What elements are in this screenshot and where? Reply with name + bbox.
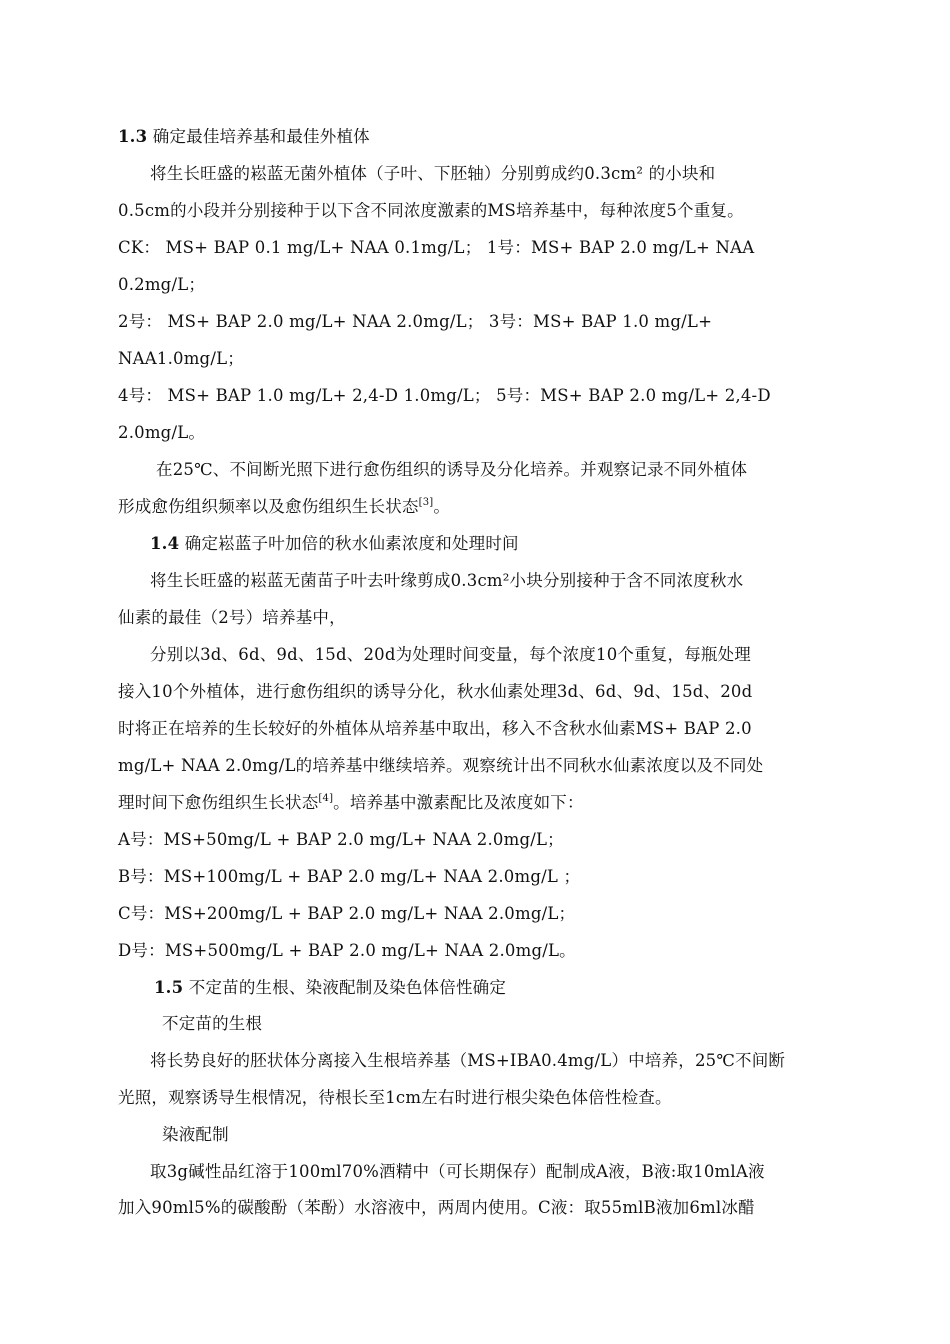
line-text-tail: 。培养基中激素配比及浓度如下： bbox=[333, 793, 584, 812]
line-text: 时将正在培养的生长较好的外植体从培养基中取出，移入不含秋水仙素MS+ BAP 2.0 bbox=[118, 719, 752, 738]
line-text: 将长势良好的胚状体分离接入生根培养基（MS+IBA0.4mg/L）中培养，25℃不间断 bbox=[150, 1051, 786, 1070]
text-line bbox=[150, 163, 715, 185]
text-line bbox=[118, 422, 205, 444]
line-text: A号：MS+50mg/L + BAP 2.0 mg/L+ NAA 2.0mg/L； bbox=[118, 830, 564, 849]
section-title: 确定最佳培养基和最佳外植体 bbox=[147, 127, 370, 146]
text-line bbox=[150, 1050, 785, 1072]
text-line bbox=[118, 681, 752, 703]
line-text: 将生长旺盛的崧蓝无菌苗子叶去叶缘剪成0.3cm²小块分别接种于含不同浓度秋水 bbox=[150, 571, 744, 590]
line-text: B号：MS+100mg/L + BAP 2.0 mg/L+ NAA 2.0mg/L ； bbox=[118, 867, 581, 886]
text-line bbox=[150, 533, 519, 555]
line-text: NAA1.0mg/L； bbox=[118, 349, 244, 368]
text-line bbox=[150, 570, 743, 592]
text-line bbox=[118, 1197, 755, 1219]
text-line bbox=[118, 1087, 672, 1109]
text-line bbox=[118, 200, 744, 222]
section-title: 确定崧蓝子叶加倍的秋水仙素浓度和处理时间 bbox=[179, 534, 519, 553]
section-number: 1.5 bbox=[154, 978, 184, 997]
line-text: D号：MS+500mg/L + BAP 2.0 mg/L+ NAA 2.0mg/L。 bbox=[118, 941, 576, 960]
text-line bbox=[118, 866, 580, 888]
line-text: 仙素的最佳（2号）培养基中， bbox=[118, 608, 346, 627]
text-line bbox=[118, 607, 346, 629]
line-text: 在25℃、不间断光照下进行愈伤组织的诱导及分化培养。并观察记录不同外植体 bbox=[156, 460, 748, 479]
line-text: 取3g碱性品红溶于100ml70%酒精中（可长期保存）配制成A液，B液:取10mlA液 bbox=[150, 1162, 765, 1181]
text-line bbox=[150, 644, 751, 666]
section-number: 1.3 bbox=[118, 127, 148, 146]
text-line bbox=[118, 237, 754, 259]
line-text: 2.0mg/L。 bbox=[118, 423, 206, 442]
text-line bbox=[162, 1124, 229, 1146]
line-text: 染液配制 bbox=[162, 1125, 229, 1144]
section-title: 不定苗的生根、染液配制及染色体倍性确定 bbox=[183, 978, 507, 997]
text-line bbox=[118, 718, 752, 740]
text-line bbox=[118, 274, 205, 296]
line-text: 将生长旺盛的崧蓝无菌外植体（子叶、下胚轴）分别剪成约0.3cm² 的小块和 bbox=[150, 164, 716, 183]
text-line bbox=[118, 348, 244, 370]
line-text: 加入90ml5%的碳酸酚（苯酚）水溶液中，两周内使用。C液：取55mlB液加6ml冰醋 bbox=[118, 1198, 755, 1217]
text-line bbox=[118, 755, 763, 777]
text-line bbox=[118, 496, 450, 518]
line-text: CK： MS+ BAP 0.1 mg/L+ NAA 0.1mg/L； 1号：MS+ BAP 2.0 mg/L+ NAA bbox=[118, 238, 755, 257]
text-line bbox=[118, 126, 370, 148]
text-line bbox=[118, 903, 575, 925]
line-text: 0.5cm的小段并分别接种于以下含不同浓度激素的MS培养基中，每种浓度5个重复。 bbox=[118, 201, 744, 220]
line-text: 不定苗的生根 bbox=[162, 1014, 263, 1033]
line-text: mg/L+ NAA 2.0mg/L的培养基中继续培养。观察统计出不同秋水仙素浓度以及不同处 bbox=[118, 756, 764, 775]
citation-ref: [3] bbox=[418, 497, 434, 508]
citation-ref: [4] bbox=[318, 793, 334, 804]
text-line bbox=[162, 1013, 262, 1035]
line-text: 形成愈伤组织频率以及愈伤组织生长状态 bbox=[118, 497, 419, 516]
section-number: 1.4 bbox=[150, 534, 180, 553]
line-text: 分别以3d、6d、9d、15d、20d为处理时间变量，每个浓度10个重复，每瓶处理 bbox=[150, 645, 751, 664]
line-text: 光照，观察诱导生根情况，待根长至1cm左右时进行根尖染色体倍性检查。 bbox=[118, 1088, 672, 1107]
line-text-tail: 。 bbox=[433, 497, 451, 516]
line-text: 接入10个外植体，进行愈伤组织的诱导分化，秋水仙素处理3d、6d、9d、15d、20d bbox=[118, 682, 753, 701]
text-line bbox=[118, 311, 712, 333]
line-text: 2号： MS+ BAP 2.0 mg/L+ NAA 2.0mg/L； 3号：MS+ BAP 1.0 mg/L+ bbox=[118, 312, 713, 331]
text-line bbox=[154, 977, 506, 999]
line-text: 0.2mg/L； bbox=[118, 275, 206, 294]
text-line bbox=[118, 940, 576, 962]
text-line bbox=[118, 385, 771, 407]
line-text: C号：MS+200mg/L + BAP 2.0 mg/L+ NAA 2.0mg/L； bbox=[118, 904, 576, 923]
text-line bbox=[150, 1161, 765, 1183]
line-text: 4号： MS+ BAP 1.0 mg/L+ 2,4-D 1.0mg/L； 5号：MS+ BAP 2.0 mg/L+ 2,4-D bbox=[118, 386, 771, 405]
line-text: 理时间下愈伤组织生长状态 bbox=[118, 793, 319, 812]
text-line bbox=[118, 829, 564, 851]
text-line bbox=[156, 459, 747, 481]
text-line bbox=[118, 792, 584, 814]
